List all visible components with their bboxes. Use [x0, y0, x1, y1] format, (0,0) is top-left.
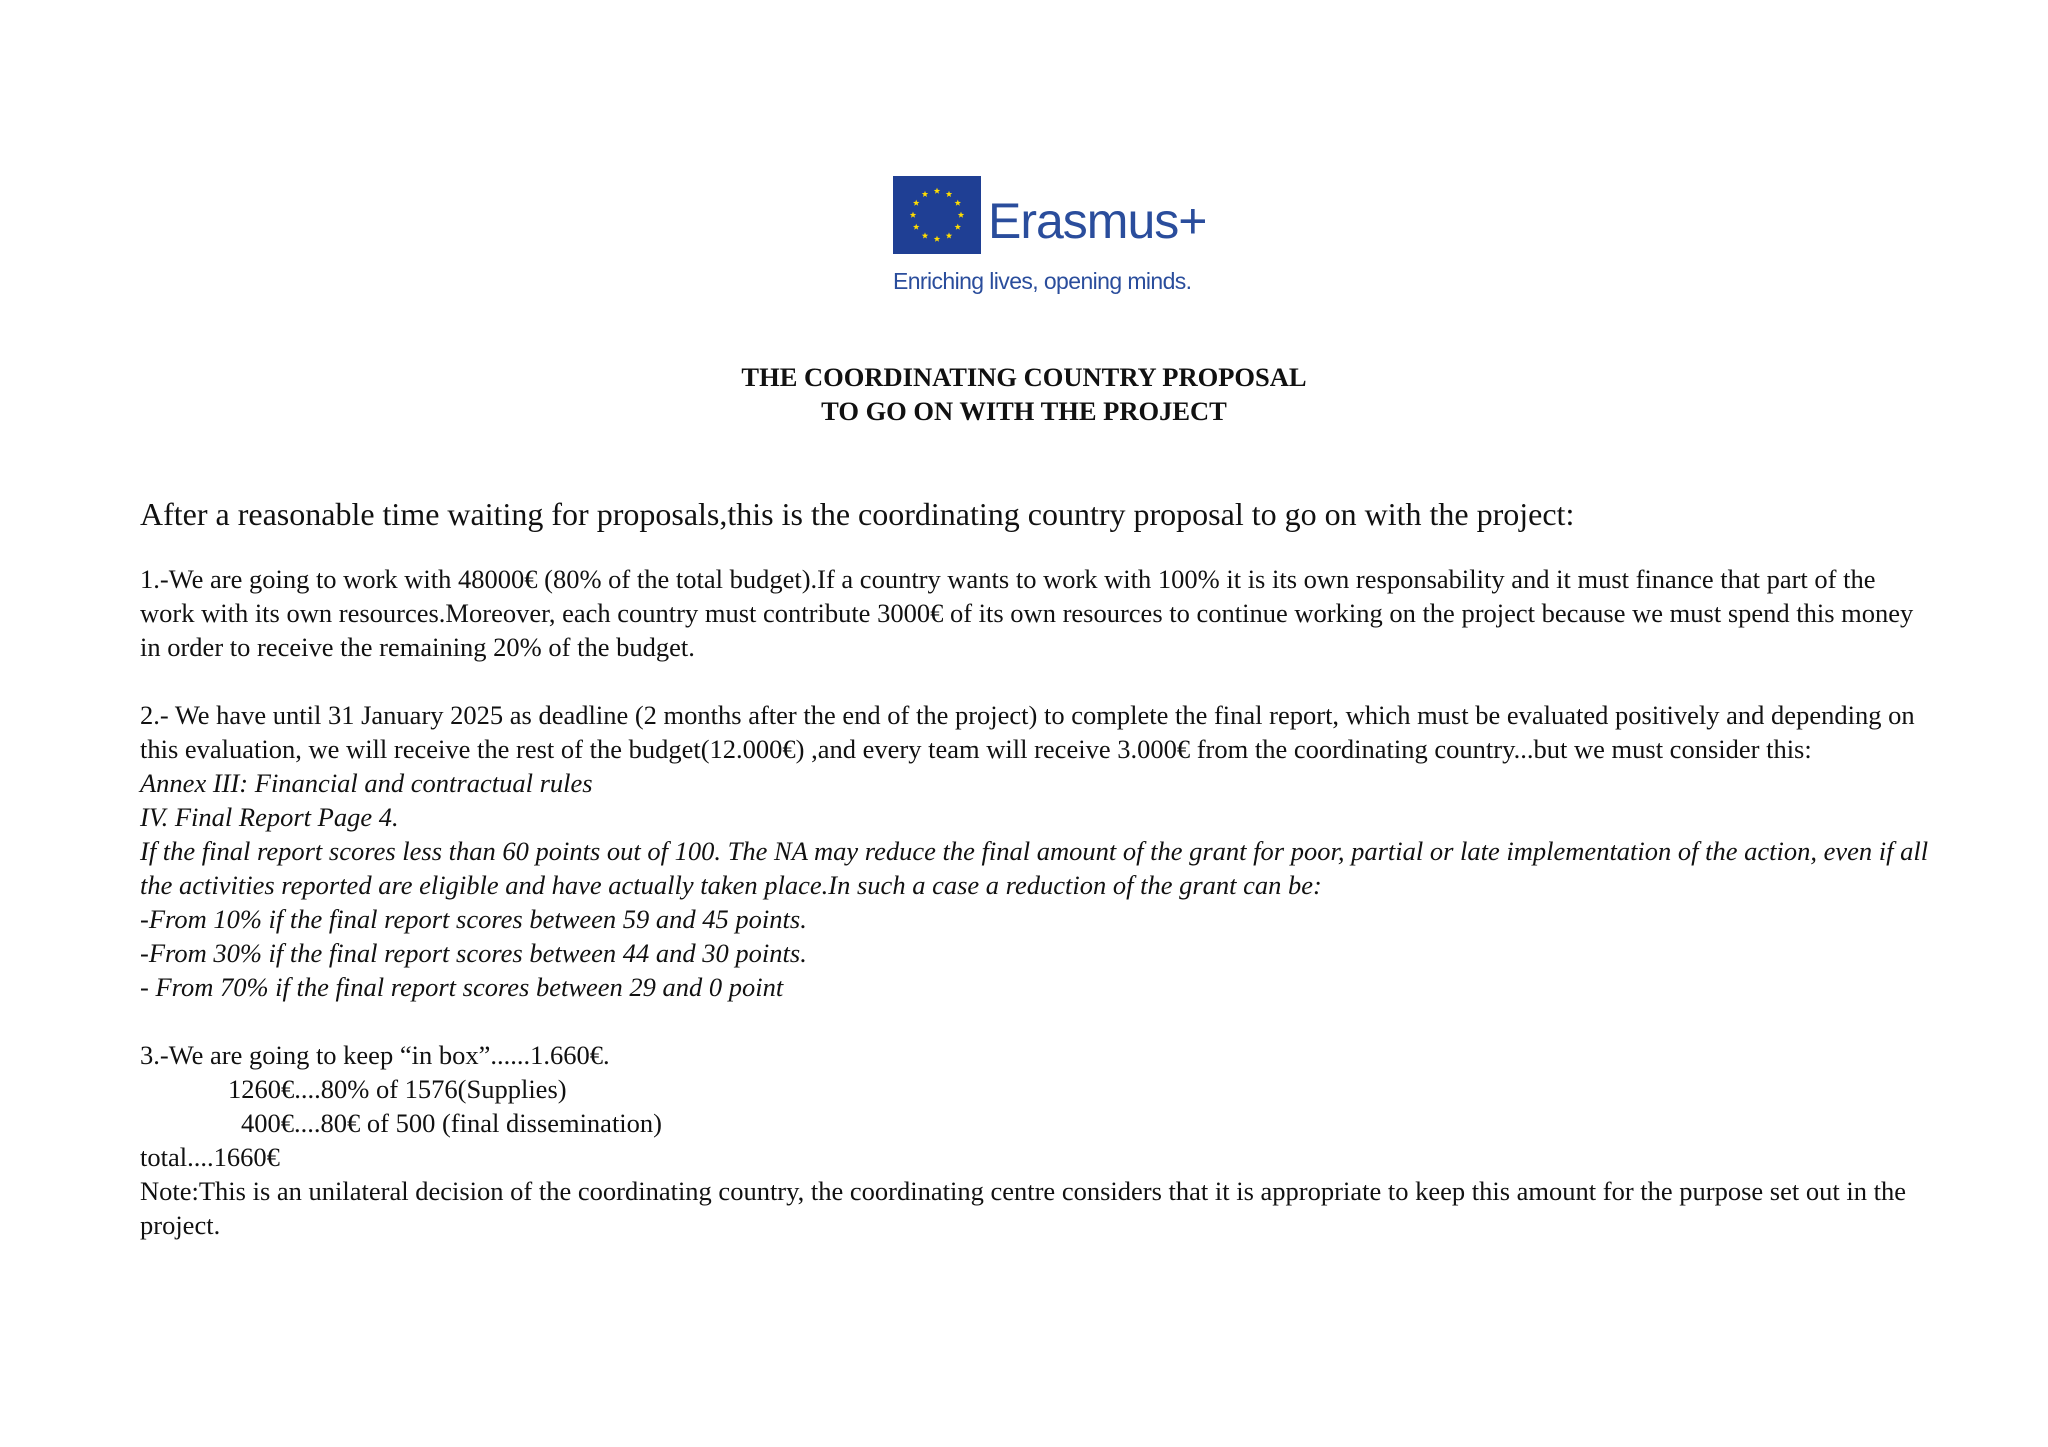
- eu-stars-circle: [893, 176, 981, 254]
- eu-star-icon: [922, 191, 928, 197]
- spacer: [140, 1004, 1930, 1038]
- section-line: IV. Final Report Page 4.: [140, 802, 399, 832]
- erasmus-logo: [893, 174, 1207, 304]
- eu-star-icon: [955, 224, 961, 230]
- eu-star-icon: [934, 188, 940, 194]
- box-item-dissemination: 400€....80€ of 500 (final dissemination): [241, 1108, 662, 1138]
- title-line-1: THE COORDINATING COUNTRY PROPOSAL: [741, 362, 1307, 392]
- reduction-item: -From 10% if the final report scores between 59 and 45 points.: [140, 904, 807, 934]
- logo-name: Erasmus+: [988, 193, 1207, 249]
- eu-star-icon: [955, 200, 961, 206]
- logo-tagline: Enriching lives, opening minds.: [893, 268, 1192, 294]
- reduction-rule: If the final report scores less than 60 points out of 100. The NA may reduce the final amount of the grant for poor, partial or late implementation of the action, even if all the activities reported are eligible and have actually taken place.In such a case a reduction of the grant can be:: [140, 836, 1929, 900]
- point-3: 3.-We are going to keep “in box”......1.660€.: [140, 1040, 610, 1070]
- eu-star-icon: [934, 236, 940, 242]
- intro-paragraph: After a reasonable time waiting for proposals,this is the coordinating country proposal to go on with the project:: [140, 496, 1575, 532]
- eu-star-icon: [910, 212, 916, 218]
- annex-line: Annex III: Financial and contractual rules: [140, 768, 593, 798]
- note-paragraph: Note:This is an unilateral decision of the coordinating country, the coordinating centre considers that it is appropriate to keep this amount for the purpose set out in the project.: [140, 1176, 1906, 1240]
- eu-star-icon: [913, 200, 919, 206]
- eu-star-icon: [946, 191, 952, 197]
- title-line-2: TO GO ON WITH THE PROJECT: [821, 396, 1227, 426]
- eu-star-icon: [946, 232, 952, 238]
- eu-star-icon: [958, 212, 964, 218]
- eu-star-icon: [913, 224, 919, 230]
- point-1: 1.-We are going to work with 48000€ (80% of the total budget).If a country wants to work with 100% it is its own responsability and it must finance that part of the work with its own resources.Moreover, each country must contribute 3000€ of its own resources to continue working on the project because we must spend this money in order to receive the remaining 20% of the budget.: [140, 564, 1914, 662]
- box-total: total....1660€: [140, 1142, 280, 1172]
- document-body: [140, 494, 1930, 1242]
- box-item-supplies: 1260€....80% of 1576(Supplies): [228, 1074, 567, 1104]
- spacer: [140, 664, 1930, 698]
- point-2: 2.- We have until 31 January 2025 as deadline (2 months after the end of the project) to complete the final report, which must be evaluated positively and depending on this evaluation, we will receive the rest of the budget(12.000€) ,and every team will receive 3.000€ from the coordinating country...but we must consider this:: [140, 700, 1915, 764]
- reduction-item: - From 70% if the final report scores between 29 and 0 point: [140, 972, 784, 1002]
- document-title: [0, 360, 2048, 428]
- eu-flag-icon: [893, 176, 981, 254]
- reduction-item: -From 30% if the final report scores between 44 and 30 points.: [140, 938, 807, 968]
- eu-star-icon: [922, 232, 928, 238]
